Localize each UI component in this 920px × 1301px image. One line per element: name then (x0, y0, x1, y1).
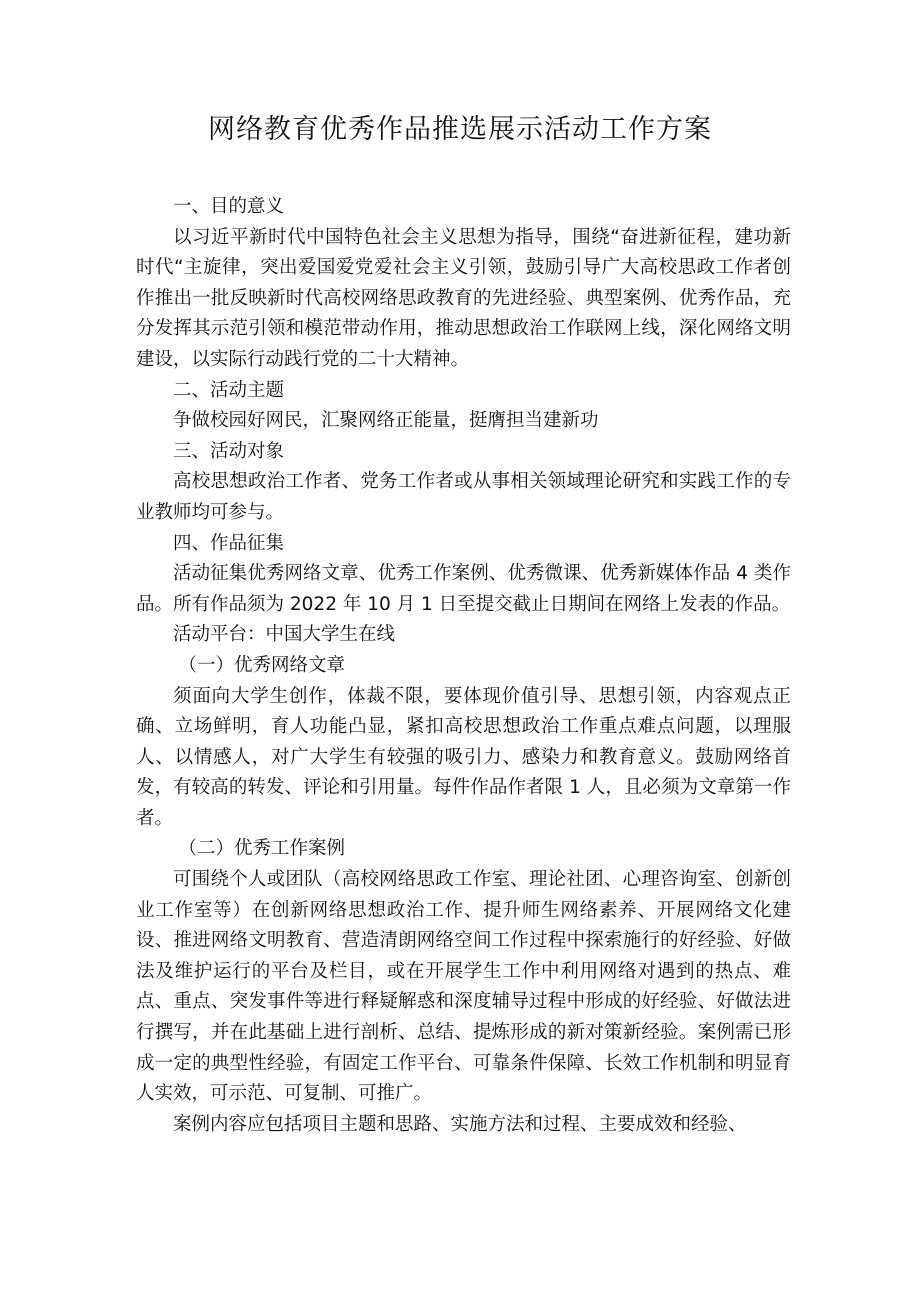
paragraph-cases: 可围绕个人或团队（高校网络思政工作室、理论社团、心理咨询室、创新创业工作室等）在创新网络思想政治工作、提升师生网络素养、开展网络文化建设、推进网络文明教育、营造清朗网络空间工作过程中探索施行的好经验、好做法及维护运行的平台及栏目，或在开展学生工作中利用网络对遇到的热点、难点、重点、突发事件等进行释疑解惑和深度辅导过程中形成的好经验、好做法进行撰写，并在此基础上进行剖析、总结、提炼形成的新对策新经验。案例需已形成一定的典型性经验，有固定工作平台、可靠条件保障、长效工作机制和明显育人实效，可示范、可复制、可推广。 (136, 869, 791, 1105)
paragraph-platform: 活动平台：中国大学生在线 (173, 624, 396, 646)
paragraph-articles: 须面向大学生创作，体裁不限，要体现价值引导、思想引领，内容观点正确、立场鲜明，育人功能凸显，紧扣高校思想政治工作重点难点问题，以理服人、以情感人，对广大学生有较强的吸引力、感染力和教育意义。鼓励网络首发，有较高的转发、评论和引用量。每件作品作者限 1 人，且必须为文章第一作者。 (136, 685, 791, 829)
paragraph-collection: 活动征集优秀网络文章、优秀工作案例、优秀微课、优秀新媒体作品 4 类作品。所有作品须为 2022 年 10 月 1 日至提交截止日期间在网络上发表的作品。 (136, 563, 791, 615)
subsection-heading-cases: （二）优秀工作案例 (178, 838, 346, 860)
section-heading-purpose: 一、目的意义 (173, 196, 285, 217)
paragraph-audience: 高校思想政治工作者、党务工作者或从事相关领域理论研究和实践工作的专业教师均可参与。 (136, 471, 791, 523)
section-heading-theme: 二、活动主题 (173, 379, 285, 401)
paragraph-purpose: 以习近平新时代中国特色社会主义思想为指导，围绕“奋进新征程，建功新时代“主旋律，突出爱国爱党爱社会主义引领，鼓励引导广大高校思政工作者创作推出一批反映新时代高校网络思政教育的先进经验、典型案例、优秀作品，充分发挥其示范引领和模范带动作用，推动思想政治工作联网上线，深化网络文明建设，以实际行动践行党的二十大精神。 (136, 226, 791, 370)
section-heading-audience: 三、活动对象 (173, 440, 285, 462)
paragraph-theme: 争做校园好网民，汇聚网络正能量，挺膺担当建新功 (173, 410, 599, 432)
document-body (136, 192, 791, 1140)
section-heading-collection: 四、作品征集 (173, 532, 285, 554)
document-title: 网络教育优秀作品推选展示活动工作方案 (208, 114, 712, 145)
paragraph-cases-content: 案例内容应包括项目主题和思路、实施方法和过程、主要成效和经验、 (173, 1113, 747, 1135)
subsection-heading-articles: （一）优秀网络文章 (178, 654, 346, 676)
